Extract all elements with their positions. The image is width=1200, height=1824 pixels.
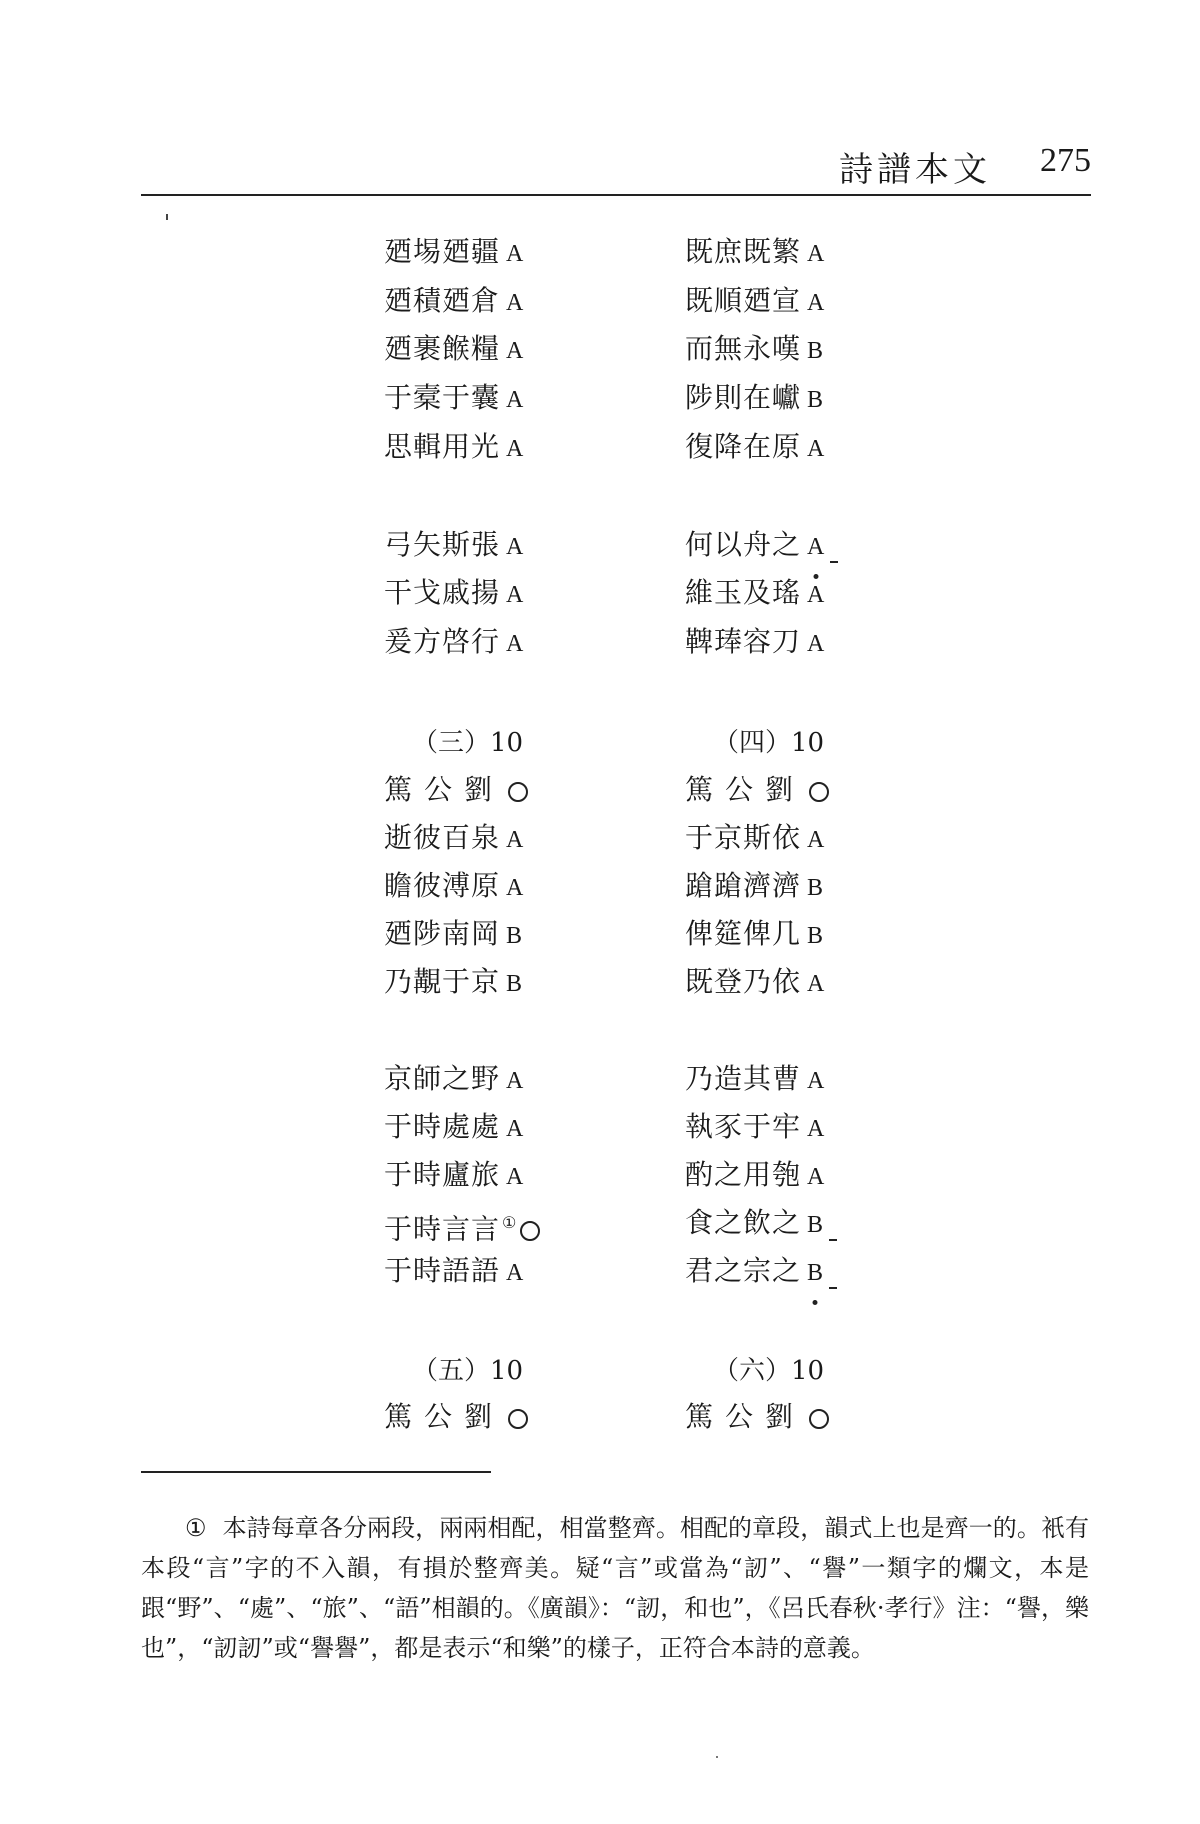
verse-line: 瞻彼溥原 A: [384, 866, 523, 906]
rhyme-mark: A: [506, 582, 524, 608]
footnote-text: 本詩每章各分兩段，兩兩相配，相當整齊。相配的章段，韻式上也是齊一的。衹有本段“言”字的不入韻，有損於整齊美。疑“言”或當為“訒”、“譽”一類字的爛文，本是跟“野”、“處”、“旅”、“語”相韻的。《廣韻》：“訒，和也”，《呂氏春秋·孝行》注：“譽，樂也”，“訒訒”或“譽譽”，都是表示“和樂”的樣子，正符合本詩的意義。: [141, 1514, 1090, 1662]
rhyme-mark: A: [506, 1260, 524, 1286]
rhyme-circle-mark: [809, 1409, 829, 1429]
verse-line: 乃覯于京 B: [384, 962, 522, 1002]
verse-line: 于時廬旅 A: [384, 1155, 523, 1195]
verse-line: 維玉及瑤 A: [685, 573, 824, 613]
verse-line: 何以舟之 A: [685, 525, 824, 565]
rhyme-circle-mark: [520, 1221, 540, 1241]
rhyme-circle-mark: [508, 782, 528, 802]
rhyme-mark: A: [506, 875, 524, 901]
page-header: [141, 138, 1091, 190]
verse-line: 既順廼宣 A: [685, 281, 824, 321]
verse-line: 干戈戚揚 A: [384, 573, 523, 613]
stray-mark: [716, 1756, 718, 1758]
verse-line: 廼陟南岡 B: [384, 914, 522, 954]
rhyme-mark: A: [506, 1068, 524, 1094]
verse-line: 篤公劉: [685, 1397, 829, 1437]
rhyme-mark: A: [506, 338, 524, 364]
rhyme-mark: A: [807, 241, 825, 267]
verse-line: 復降在原 A: [685, 427, 824, 467]
rhyme-mark: A: [807, 436, 825, 462]
verse-line: 廼裹餱糧 A: [384, 329, 523, 369]
verse-line: 篤公劉: [384, 1397, 528, 1437]
verse-line: 篤公劉: [685, 770, 829, 810]
footnote-number: ①: [185, 1514, 207, 1542]
verse-line: 執豕于牢 A: [685, 1107, 824, 1147]
rhyme-mark: A: [807, 971, 825, 997]
stanza-heading: （三）10: [412, 728, 524, 758]
verse-line: 于時言言 ①: [384, 1203, 540, 1243]
rhyme-mark: A: [807, 1164, 825, 1190]
rhyme-mark: A: [807, 527, 824, 567]
rhyme-circle-mark: [809, 782, 829, 802]
stanza-heading: （六）10: [713, 1356, 825, 1386]
rhyme-mark: B: [506, 971, 523, 997]
rhyme-mark: A: [807, 631, 825, 657]
verse-line: 蹌蹌濟濟 B: [685, 866, 823, 906]
verse-line: 食之飲之 B: [685, 1203, 823, 1243]
header-rule: [141, 194, 1091, 196]
verse-line: 廼埸廼疆 A: [384, 232, 523, 272]
rhyme-mark: A: [506, 241, 524, 267]
rhyme-mark: A: [506, 290, 524, 316]
rhyme-mark: A: [807, 582, 825, 608]
rhyme-mark: A: [807, 827, 825, 853]
verse-line: 鞞琫容刀 A: [685, 622, 824, 662]
rhyme-mark: A: [506, 631, 524, 657]
verse-line: 酌之用匏 A: [685, 1155, 824, 1195]
verse-line: 思輯用光 A: [384, 427, 523, 467]
rhyme-mark: A: [807, 290, 825, 316]
rhyme-mark: B: [807, 923, 824, 949]
stray-mark: [166, 214, 168, 220]
verse-line: 于京斯依 A: [685, 818, 824, 858]
verse-line: 廼積廼倉 A: [384, 281, 523, 321]
rhyme-mark: B: [807, 1205, 823, 1245]
verse-line: 爰方啓行 A: [384, 622, 523, 662]
verse-line: 于槖于囊 A: [384, 378, 523, 418]
rhyme-mark: B: [807, 338, 824, 364]
rhyme-mark: B: [506, 923, 523, 949]
page-number: 275: [1040, 142, 1091, 179]
rhyme-mark: B: [807, 875, 824, 901]
footnote: [141, 1508, 1089, 1668]
verse-line: 俾筵俾几 B: [685, 914, 823, 954]
verse-line: 陟則在巘 B: [685, 378, 823, 418]
verse-line: 既登乃依 A: [685, 962, 824, 1002]
verse-line: 弓矢斯張 A: [384, 525, 523, 565]
rhyme-mark: A: [807, 1068, 825, 1094]
verse-line: 逝彼百泉 A: [384, 818, 523, 858]
stanza-heading: （五）10: [412, 1356, 524, 1386]
rhyme-circle-mark: [508, 1409, 528, 1429]
verse-line: 乃造其曹 A: [685, 1059, 824, 1099]
rhyme-mark: A: [506, 1116, 524, 1142]
rhyme-mark: B: [807, 387, 824, 413]
verse-line: 既庶既繁 A: [685, 232, 824, 272]
verse-line: 于時語語 A: [384, 1251, 523, 1291]
footnote-reference: ①: [502, 1213, 517, 1232]
verse-line: 京師之野 A: [384, 1059, 523, 1099]
verse-line: 于時處處 A: [384, 1107, 523, 1147]
rhyme-mark: A: [506, 827, 524, 853]
rhyme-mark: B: [807, 1253, 823, 1293]
running-title: 詩譜本文: [839, 150, 991, 190]
rhyme-mark: A: [807, 1116, 825, 1142]
rhyme-mark: A: [506, 387, 524, 413]
verse-line: 篤公劉: [384, 770, 528, 810]
stanza-heading: （四）10: [713, 728, 825, 758]
verse-line: 君之宗之 B: [685, 1251, 823, 1291]
rhyme-mark: A: [506, 534, 524, 560]
rhyme-mark: A: [506, 1164, 524, 1190]
rhyme-mark: A: [506, 436, 524, 462]
footnote-rule: [141, 1471, 491, 1473]
verse-line: 而無永嘆 B: [685, 329, 823, 369]
